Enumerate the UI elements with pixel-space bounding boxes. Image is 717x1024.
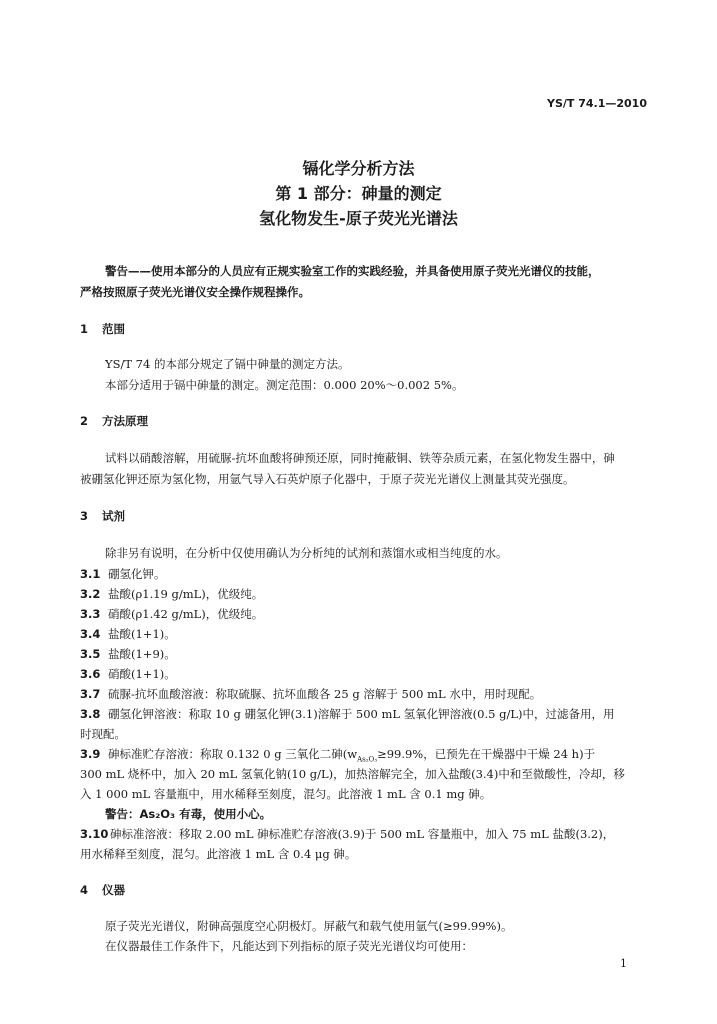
section-2-heading: 2 方法原理 [80,414,148,428]
title-line-3: 氢化物发生-原子荧光光谱法 [259,209,458,228]
section-2-line-2: 被硼氢化钾还原为氢化物，用氩气导入石英炉原子化器中，于原子荧光光谱仪上测量其荧光强度。 [80,472,575,486]
title-line-1: 镉化学分析方法 [302,159,415,178]
warning-label: 警告—— [105,264,151,278]
warning-line-2: 严格按照原子荧光光谱仪安全操作规程操作。 [80,285,310,299]
section-3-heading: 3 试剂 [80,509,125,523]
reagent-3-7: 3.7 硫脲-抗坏血酸溶液：称取硫脲、抗坏血酸各 25 g 溶解于 500 mL 水中，用时现配。 [80,687,542,701]
reagent-3-3: 3.3 硝酸(ρ1.42 g/mL)，优级纯。 [80,607,264,621]
section-1-paragraph-2: 本部分适用于镉中砷量的测定。测定范围：0.000 20%～0.002 5%。 [105,378,464,392]
reagent-3-9-line-3: 入 1 000 mL 容量瓶中，用水稀释至刻度，混匀。此溶液 1 mL 含 0.1 mg 砷。 [80,787,492,801]
reagent-3-8-cont: 时现配。 [80,727,126,741]
title-line-2: 第 1 部分：砷量的测定 [275,184,442,203]
reagent-3-4: 3.4 盐酸(1+1)。 [80,627,176,641]
warning-line-1: 警告——使用本部分的人员应有正规实验室工作的实践经验，并具备使用原子荧光光谱仪的技能， [105,264,600,278]
section-1-paragraph-1: YS/T 74 的本部分规定了镉中砷量的测定方法。 [105,357,350,371]
reagent-3-8: 3.8 硼氢化钾溶液：称取 10 g 硼氢化钾(3.1)溶解于 500 mL 氢氧化钾溶液(0.5 g/L)中，过滤备用，用 [80,707,615,721]
section-1-heading: 1 范围 [80,322,125,336]
reagent-3-9: 3.9 砷标准贮存溶液：称取 0.132 0 g 三氧化二砷($w_{As_2O_3}\ge 99.9\%$，已预先在干燥器中干燥 24 h)于 [80,747,596,764]
page-number: 1 [620,957,627,970]
section-4-heading: 4 仪器 [80,883,125,897]
reagent-3-1: 3.1 硼氢化钾。 [80,567,166,581]
subscript-formula: As₂O₃ [357,755,378,764]
standard-code: YS/T 74.1—2010 [547,97,647,110]
reagent-3-6: 3.6 硝酸(1+1)。 [80,667,176,681]
reagent-3-2: 3.2 盐酸(ρ1.19 g/mL)，优级纯。 [80,587,264,601]
reagent-3-10: 3.10 砷标准溶液：移取 2.00 mL 砷标准贮存溶液(3.9)于 500 mL 容量瓶中，加入 75 mL 盐酸(3.2)， [80,827,615,841]
section-3-intro: 除非另有说明，在分析中仅使用确认为分析纯的试剂和蒸馏水或相当纯度的水。 [105,546,508,560]
section-4-paragraph-2: 在仪器最佳工作条件下，凡能达到下列指标的原子荧光光谱仪均可使用： [105,939,473,953]
section-2-line-1: 试料以硝酸溶解，用硫脲-抗坏血酸将砷预还原，同时掩蔽铜、铁等杂质元素，在氢化物发生器中，砷 [105,451,615,465]
reagent-3-9-warning: 警告：As₂O₃ 有毒，使用小心。 [105,807,272,821]
reagent-3-9-line-2: 300 mL 烧杯中，加入 20 mL 氢氧化钠(10 g/L)，加热溶解完全，加入盐酸(3.4)中和至微酸性，冷却，移 [80,767,625,781]
reagent-3-10-cont: 用水稀释至刻度，混匀。此溶液 1 mL 含 0.4 μg 砷。 [80,847,357,861]
section-4-paragraph-1: 原子荧光光谱仪，附砷高强度空心阴极灯。屏蔽气和载气使用氩气(≥99.99%)。 [105,919,513,933]
reagent-3-5: 3.5 盐酸(1+9)。 [80,647,176,661]
